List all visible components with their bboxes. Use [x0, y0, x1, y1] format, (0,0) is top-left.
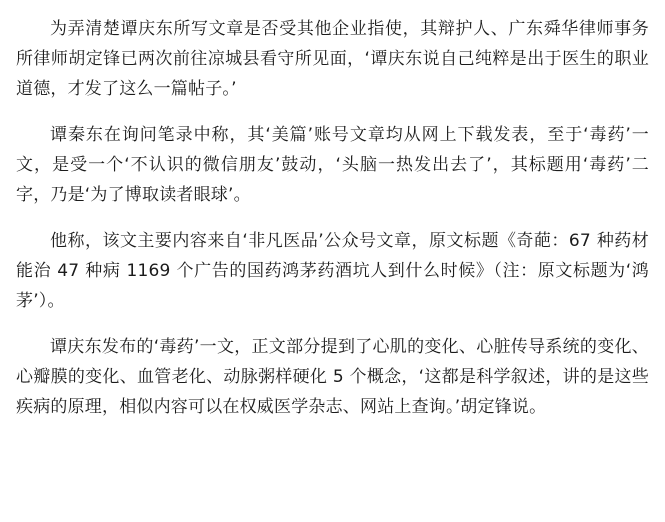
- paragraph-3: 他称，该文主要内容来自‘非凡医品’公众号文章，原文标题《奇葩：67 种药材能治 47 种病 1169 个广告的国药鸿茅药酒坑人到什么时候》（注：原文标题为‘鸿茅’）。: [16, 231, 649, 311]
- paragraph-1: 为弄清楚谭庆东所写文章是否受其他企业指使，其辩护人、广东舜华律师事务所律师胡定锋已两次前往凉城县看守所见面，‘谭庆东说自己纯粹是出于医生的职业道德，才发了这么一篇帖子。’: [16, 19, 649, 99]
- paragraph-2: 谭秦东在询问笔录中称，其‘美篇’账号文章均从网上下载发表，至于‘毒药’一文，是受一个‘不认识的微信朋友’鼓动，‘头脑一热发出去了’，其标题用‘毒药’二字，乃是‘为了博取读者眼球’。: [16, 125, 649, 205]
- paragraph-4: 谭庆东发布的‘毒药’一文，正文部分提到了心肌的变化、心脏传导系统的变化、心瓣膜的变化、血管老化、动脉粥样硬化 5 个概念，‘这都是科学叙述，讲的是这些疾病的原理，相似内容可以在权威医学杂志、网站上查询。’胡定锋说。: [16, 337, 649, 417]
